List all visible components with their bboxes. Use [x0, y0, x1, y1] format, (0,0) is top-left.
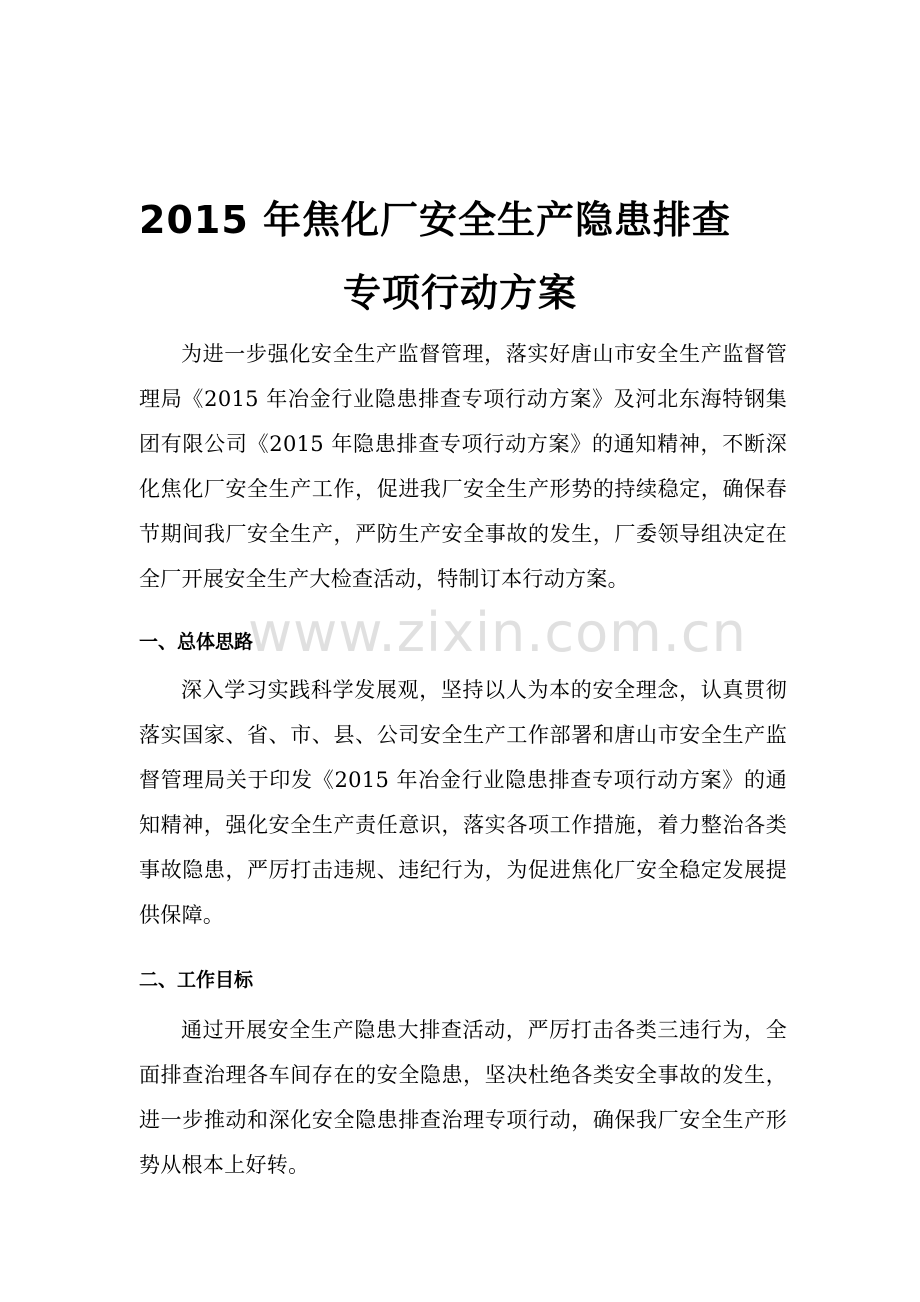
section-body-overall-approach: 深入学习实践科学发展观，坚持以人为本的安全理念，认真贯彻落实国家、省、市、县、公司安全生产工作部署和唐山市安全生产监督管理局关于印发《2015 年冶金行业隐患排查专项行动方案》的通知精神，强化安全生产责任意识，落实各项工作措施，着力整治各类事故隐患，严厉打击违规、违纪行为，为促进焦化厂安全稳定发展提供保障。	[139, 678, 787, 927]
section-body-work-goals: 通过开展安全生产隐患大排查活动，严厉打击各类三违行为，全面排查治理各车间存在的安全隐患，坚决杜绝各类安全事故的发生，进一步推动和深化安全隐患排查治理专项行动，确保我厂安全生产形势从根本上好转。	[139, 1018, 787, 1177]
intro-paragraph: 为进一步强化安全生产监督管理，落实好唐山市安全生产监督管理局《2015 年冶金行业隐患排查专项行动方案》及河北东海特钢集团有限公司《2015 年隐患排查专项行动方案》的通知精神，不断深化焦化厂安全生产工作，促进我厂安全生产形势的持续稳定，确保春节期间我厂安全生产，严防生产安全事故的发生，厂委领导组决定在全厂开展安全生产大检查活动，特制订本行动方案。	[139, 342, 787, 591]
document-title-line-2: 专项行动方案	[342, 271, 577, 315]
section-heading-work-goals: 二、工作目标	[139, 969, 254, 991]
watermark: www.zixin.com.cn	[248, 601, 747, 664]
section-heading-overall-approach: 一、总体思路	[139, 631, 254, 653]
document-title-line-1: 2015 年焦化厂安全生产隐患排查	[139, 198, 731, 242]
